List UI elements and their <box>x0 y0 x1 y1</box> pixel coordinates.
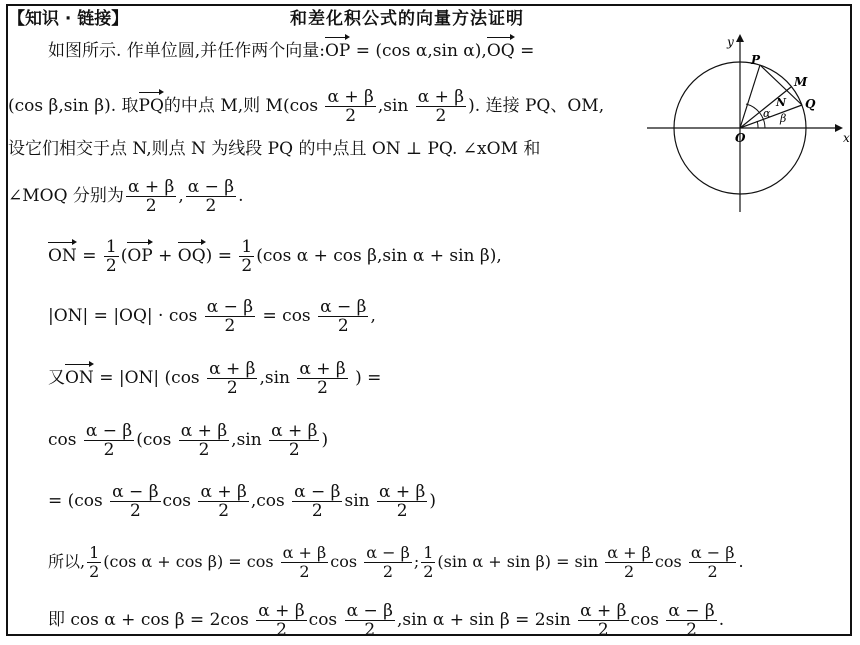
page-title: 和差化积公式的向量方法证明 <box>290 9 524 29</box>
fraction: $\frac{\alpha - \beta}{2}$ <box>112 482 159 521</box>
x-axis-arrow <box>835 124 843 132</box>
fraction: $\frac{\alpha + \beta}{2}$ <box>379 482 426 521</box>
vector-op-line <box>740 65 760 128</box>
paragraph-line-3: 设它们相交于点 N,则点 N 为线段 PQ 的中点且 ON ⊥ PQ. ∠xOM 和 <box>8 139 541 159</box>
y-axis-arrow <box>736 34 744 42</box>
equation-5: = (cos $\frac{\alpha - \beta}{2}$ cos $\frac{\alpha + \beta}{2}$ ,cos $\frac{\alpha - \beta}{2}$ sin $\frac{\alpha + \beta}{2}$ ) <box>48 482 437 521</box>
vector-oq: OQ <box>486 41 515 61</box>
label-y: y <box>727 35 734 49</box>
equation-4: cos $\frac{\alpha - \beta}{2}$ (cos $\frac{\alpha + \beta}{2}$ ,sin $\frac{\alpha + \beta}{2}$ ) <box>48 421 329 460</box>
fraction: $\frac{\alpha + \beta}{2}$ <box>580 601 627 640</box>
fraction: $\frac{\alpha + \beta}{2}$ <box>417 87 465 126</box>
section-tag: 【知识 · 链接】 <box>8 9 129 29</box>
equation-7: 即 cos α + cos β = 2cos $\frac{\alpha + \beta}{2}$ cos $\frac{\alpha - \beta}{2}$ ,sin α + sin β = 2sin $\frac{\alpha + \beta}{2}$ cos $\frac{\alpha - \beta}{2}$ . <box>48 601 725 640</box>
fraction: $\frac{\alpha - \beta}{2}$ <box>346 601 393 640</box>
fraction: $\frac{\alpha - \beta}{2}$ <box>668 601 715 640</box>
label-m: M <box>794 75 808 89</box>
paragraph-line-1: 如图所示. 作单位圆,并任作两个向量:OP = (cos α,sin α),OQ = <box>48 41 535 61</box>
vector-op: OP <box>324 41 351 61</box>
label-q: Q <box>805 97 816 111</box>
unit-circle-figure <box>645 30 850 215</box>
fraction: $\frac{1}{2}$ <box>89 543 100 581</box>
fraction: $\frac{1}{2}$ <box>423 543 434 581</box>
paragraph-line-2: (cos β,sin β). 取PQ的中点 M,则 M(cos $\frac{\alpha + \beta}{2}$ ,sin $\frac{\alpha + \beta}{2}$ ). 连接 PQ、OM, <box>8 87 605 126</box>
label-n: N <box>776 96 787 109</box>
equation-2: |ON| = |OQ| · cos $\frac{\alpha - \beta}{2}$ = cos $\frac{\alpha - \beta}{2}$ , <box>48 297 376 336</box>
fraction: $\frac{\alpha - \beta}{2}$ <box>294 482 341 521</box>
label-p: P <box>751 53 761 67</box>
equation-1: ON = $\frac{1}{2}$ (OP + OQ) = $\frac{1}{2}$ (cos α + cos β,sin α + sin β), <box>48 237 502 276</box>
fraction: $\frac{\alpha + \beta}{2}$ <box>271 421 318 460</box>
fraction: $\frac{\alpha - \beta}{2}$ <box>320 297 367 336</box>
equation-3: 又ON = |ON| (cos $\frac{\alpha + \beta}{2}$ ,sin $\frac{\alpha + \beta}{2}$ ) = <box>48 359 382 398</box>
fraction: $\frac{\alpha + \beta}{2}$ <box>209 359 256 398</box>
fraction: $\frac{1}{2}$ <box>105 237 117 276</box>
label-x: x <box>843 131 850 145</box>
fraction: $\frac{\alpha - \beta}{2}$ <box>85 421 133 460</box>
fraction: $\frac{\alpha - \beta}{2}$ <box>366 543 410 581</box>
paragraph-line-4: ∠MOQ 分别为 $\frac{\alpha + \beta}{2}$ , $\frac{\alpha - \beta}{2}$ . <box>8 177 244 216</box>
equation-6: 所以, $\frac{1}{2}$ (cos α + cos β) = cos $\frac{\alpha + \beta}{2}$ cos $\frac{\alpha - \beta}{2}$ ; $\frac{1}{2}$ (sin α + sin β) = sin $\frac{\alpha + \beta}{2}$ cos $\frac{\alpha - \beta}{2}$ . <box>48 543 744 581</box>
fraction: $\frac{\alpha + \beta}{2}$ <box>258 601 305 640</box>
fraction: $\frac{1}{2}$ <box>241 237 253 276</box>
fraction: $\frac{\alpha + \beta}{2}$ <box>127 177 175 216</box>
arc-pq: PQ <box>138 96 164 116</box>
fraction: $\frac{\alpha - \beta}{2}$ <box>690 543 735 581</box>
label-o: O <box>735 131 746 145</box>
fraction: $\frac{\alpha + \beta}{2}$ <box>327 87 374 126</box>
fraction: $\frac{\alpha + \beta}{2}$ <box>180 421 228 460</box>
fraction: $\frac{\alpha + \beta}{2}$ <box>282 543 327 581</box>
fraction: $\frac{\alpha - \beta}{2}$ <box>187 177 235 216</box>
fraction: $\frac{\alpha + \beta}{2}$ <box>607 543 651 581</box>
vector-oq-line <box>740 105 802 128</box>
fraction: $\frac{\alpha + \beta}{2}$ <box>200 482 247 521</box>
angle-beta-arc <box>757 121 758 128</box>
label-alpha: α <box>763 107 771 120</box>
fraction: $\frac{\alpha + \beta}{2}$ <box>299 359 346 398</box>
label-beta: β <box>780 112 787 125</box>
fraction: $\frac{\alpha - \beta}{2}$ <box>206 297 254 336</box>
